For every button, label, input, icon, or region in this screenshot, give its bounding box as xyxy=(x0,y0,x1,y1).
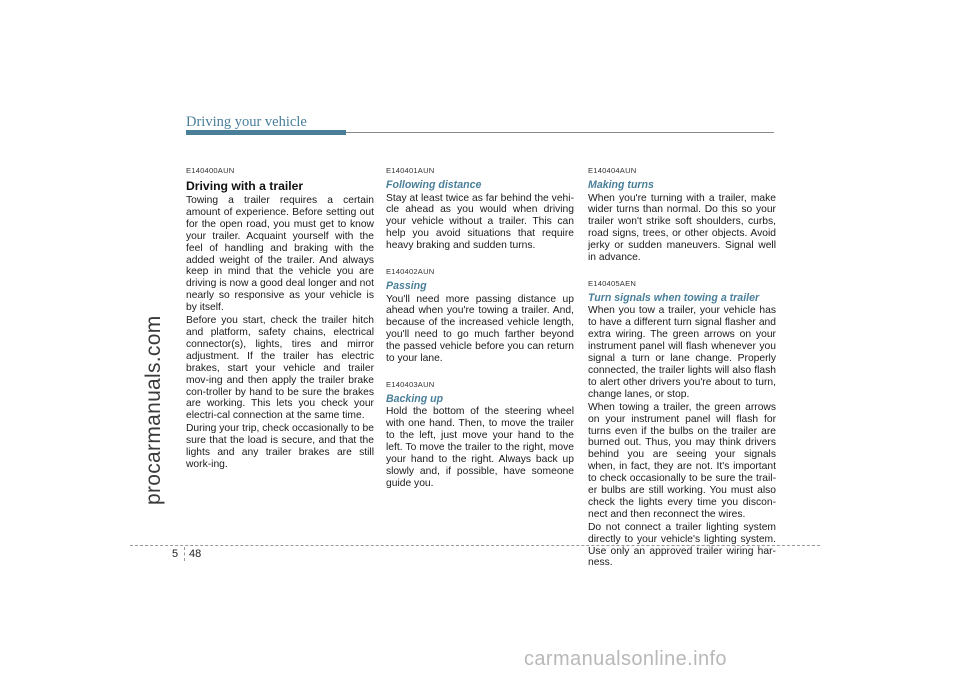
paragraph: Stay at least twice as far behind the vehi-cle ahead as you would when driving your vehicle without a trailer. This can help you avoid situations that require heavy braking and sudden turns. xyxy=(386,192,574,252)
paragraph: Hold the bottom of the steering wheel with one hand. Then, to move the trailer to the left, just move your hand to the left. To move the trailer to the right, move your hand to the right. Always back up slowly and, if possible, have someone guide you. xyxy=(386,406,574,489)
page-header-title: Driving your vehicle xyxy=(186,114,307,130)
section-heading: Turn signals when towing a trailer xyxy=(588,291,760,304)
section-gap xyxy=(386,253,574,267)
paragraph: When you're turning with a trailer, make wider turns than normal. Do this so your trailer won't strike soft shoulders, curbs, road signs, trees, or other objects. Avoid jerky or sudden maneuvers. Signal well in advance. xyxy=(588,192,776,264)
section-making-turns xyxy=(588,166,776,264)
section-code: E140400AUN xyxy=(186,166,235,175)
section-passing xyxy=(386,267,574,365)
section-heading: Making turns xyxy=(588,179,654,191)
paragraph: Before you start, check the trailer hitch and platform, safety chains, electrical connector(s), lights, tires and mirror adjustment. If the trailer has electric brakes, start your vehicle and trailer mov-ing and then apply the trailer brake con-troller by hand to be sure the brakes are working. This lets you check your electri-cal connection at the same time. xyxy=(186,315,374,422)
section-code: E140403AUN xyxy=(386,379,435,389)
section-heading: Driving with a trailer xyxy=(186,179,304,193)
section-heading: Following distance xyxy=(386,179,482,191)
paragraph: You'll need more passing distance up ahead when you're towing a trailer. And, because of the increased vehicle length, you'll need to go much farther beyond the passed vehicle before you can return to your lane. xyxy=(386,293,574,365)
footer-separator xyxy=(184,547,185,561)
section-turn-signals xyxy=(588,279,776,569)
section-code: E140401AUN xyxy=(386,166,435,175)
section-code: E140405AEN xyxy=(588,278,637,288)
bottom-watermark: carmanualsonline.info xyxy=(524,648,727,670)
column-2 xyxy=(386,166,574,491)
section-gap xyxy=(386,366,574,380)
column-1 xyxy=(186,166,374,472)
paragraph: Towing a trailer requires a certain amount of experience. Before setting out for the open road, you must get to know your trailer. Acquaint yourself with the feel of handling and braking with the added weight of the trailer. And always keep in mind that the vehicle you are driving is now a good deal longer and not nearly so responsive as your vehicle is by itself. xyxy=(186,195,374,314)
column-3 xyxy=(588,166,776,570)
section-gap xyxy=(588,265,776,279)
page-number: 48 xyxy=(189,548,202,560)
paragraph: When towing a trailer, the green arrows on your instrument panel will flash for turns even if the bulbs on the trailer are burned out. Thus, you may think drivers behind you are seeing your signals when, in fact, they are not. It's important to check occasionally to be sure the trail-er bulbs are still working. You must also check the lights every time you discon-nect and then reconnect the wires. xyxy=(588,401,776,520)
section-following-distance xyxy=(386,166,574,252)
footer-rule xyxy=(130,545,820,546)
section-heading: Backing up xyxy=(386,392,444,405)
section-code: E140404AUN xyxy=(588,166,637,175)
header-accent-bar xyxy=(186,130,346,135)
paragraph: During your trip, check occasionally to be sure that the load is secure, and that the lights and any trailer brakes are still work-ing. xyxy=(186,423,374,470)
section-heading: Passing xyxy=(386,280,427,293)
paragraph: When you tow a trailer, your vehicle has to have a different turn signal flasher and extra wiring. The green arrows on your instrument panel will flash whenever you signal a turn or lane change. Properly connected, the trailer lights will also flash to alert other drivers you're about to turn, change lanes, or stop. xyxy=(588,305,776,400)
section-backing-up xyxy=(386,380,574,490)
side-watermark-text: procarmanuals.com xyxy=(142,315,165,505)
side-watermark xyxy=(124,200,165,505)
chapter-number: 5 xyxy=(172,548,179,560)
paragraph: Do not connect a trailer lighting system directly to your vehicle's lighting system. Use only an approved trailer wiring har-ness. xyxy=(588,521,776,569)
section-driving-with-trailer xyxy=(186,166,374,471)
section-code: E140402AUN xyxy=(386,267,435,277)
